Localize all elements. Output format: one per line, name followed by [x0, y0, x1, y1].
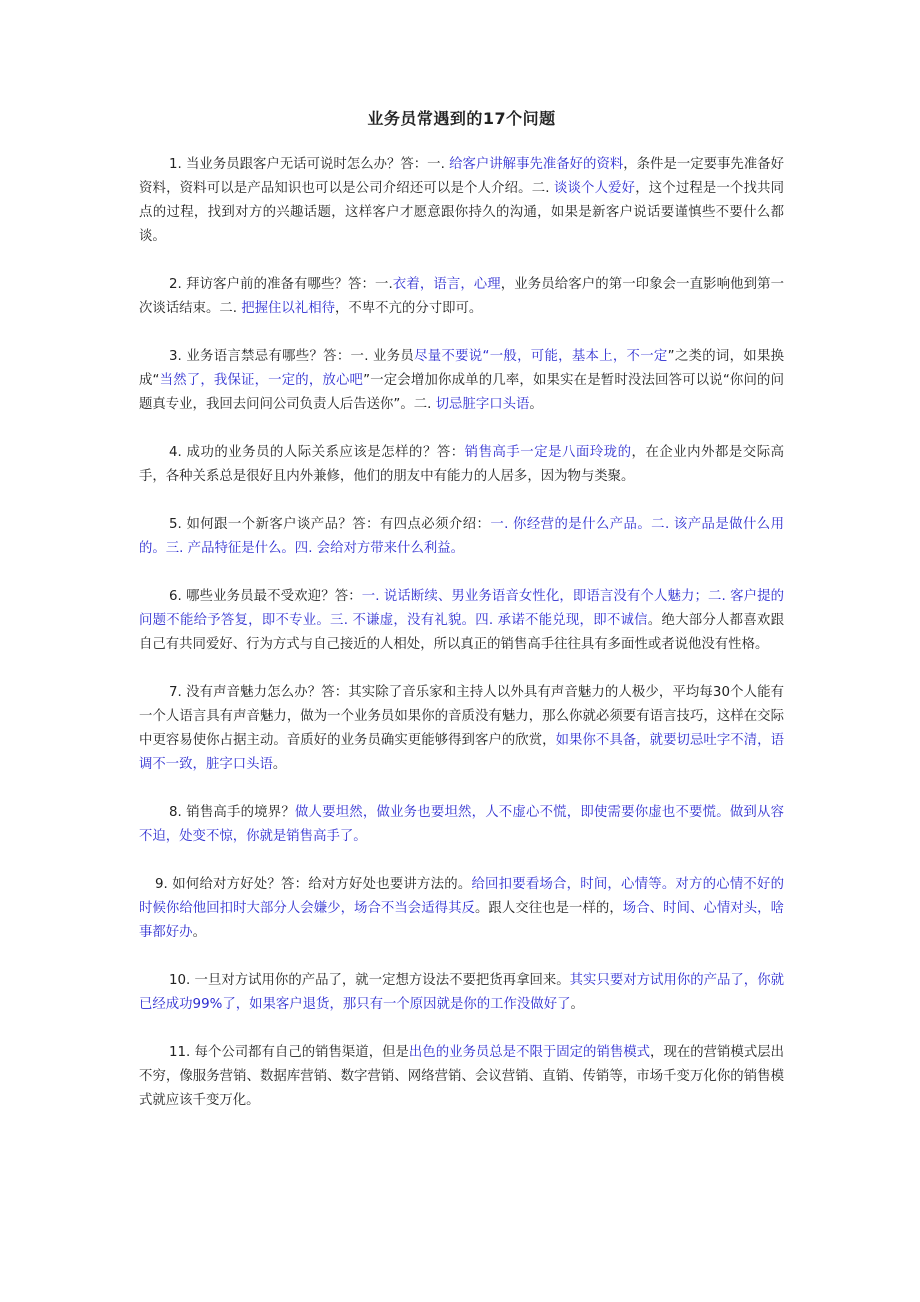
highlight-run: 把握住以礼相待 [241, 301, 335, 316]
qa-item-10 [139, 969, 784, 1017]
highlight-run: 谈谈个人爱好 [553, 181, 636, 196]
document-page [139, 108, 784, 1137]
text-run: 4. 成功的业务员的人际关系应该是怎样的？答： [169, 445, 465, 460]
qa-item-1 [139, 153, 784, 249]
qa-item-3 [139, 345, 784, 417]
text-run: 。跟人交往也是一样的， [474, 901, 623, 916]
text-run: ”一定会增加你成单的几率，如果实在是暂时没法回答可以说“你问的问题真专业，我回去问问公司负责人后告送你”。二. [139, 373, 785, 412]
text-run: 。 [272, 757, 287, 772]
highlight-run: 一. 你经营的是什么产品。二. 该产品是做什么用的。三. 产品特征是什么。四. 会给对方带来什么利益。 [139, 517, 784, 556]
text-run: 10. 一旦对方试用你的产品了，就一定想方设法不要把货再拿回来。 [169, 973, 570, 988]
highlight-run: 其实只要对方试用你的产品了，你就已经成功99%了，如果客户退货，那只有一个原因就是你的工作没做好了 [139, 973, 784, 1012]
text-run: ，在企业内外都是交际高手，各种关系总是很好且内外兼修，他们的朋友中有能力的人居多，因为物与类聚。 [139, 445, 784, 484]
highlight-run: 做人要坦然，做业务也要坦然，人不虚心不慌，即使需要你虚也不要慌。做到从容不迫，处变不惊，你就是销售高手了。 [139, 805, 784, 844]
highlight-run: 给回扣要看场合，时间，心情等。对方的心情不好的时候你给他回扣时大部分人会嫌少，场合不当会适得其反 [139, 877, 785, 916]
highlight-run: 场合、时间、心情对头，啥事都好办 [139, 901, 785, 940]
text-run: ，业务员给客户的第一印象会一直影响他到第一次谈话结束。二. [139, 277, 785, 316]
qa-item-5 [139, 513, 784, 561]
text-run: 1. 当业务员跟客户无话可说时怎么办？答：一. [169, 157, 450, 172]
highlight-run: 一. 说话断续、男业务语音女性化，即语言没有个人魅力；二. 客户提的问题不能给予答复，即不专业。三. 不谦虚，没有礼貌。四. 承诺不能兑现，即不诚信 [139, 589, 784, 628]
text-run: 。 [570, 997, 584, 1012]
highlight-run: 尽量不要说“一般，可能，基本上，不一定 [414, 349, 668, 364]
highlight-run: 如果你不具备，就要切忌吐字不清，语调不一致，脏字口头语 [139, 733, 784, 772]
text-run: 5. 如何跟一个新客户谈产品？答：有四点必须介绍： [169, 517, 491, 532]
text-run: ，不卑不亢的分寸即可。 [334, 301, 483, 316]
highlight-run: 当然了，我保证，一定的，放心吧 [159, 373, 364, 388]
text-run: ”之类的词，如果换成“ [139, 349, 785, 388]
highlight-run: 切忌脏字口头语 [435, 397, 530, 412]
text-run: 。 [529, 397, 543, 412]
highlight-run: 出色的业务员总是不限于固定的销售模式 [408, 1045, 651, 1060]
text-run: 2. 拜访客户前的准备有哪些？答：一. [169, 277, 393, 292]
qa-item-6 [139, 585, 784, 657]
text-run: 。 [192, 925, 206, 940]
document-title: 业务员常遇到的17个问题 [367, 109, 556, 128]
text-run: 。绝大部分人都喜欢跟自己有共同爱好、行为方式与自己接近的人相处，所以真正的销售高手往往具有多面性或者说他没有性格。 [139, 613, 785, 652]
highlight-run: 给客户讲解事先准备好的资料 [449, 157, 624, 172]
text-run: ，条件是一定要事先准备好资料，资料可以是产品知识也可以是公司介绍还可以是个人介绍。二. [139, 157, 785, 196]
qa-item-9 [139, 873, 784, 945]
highlight-run: 衣着，语言，心理 [392, 277, 501, 292]
qa-item-7 [139, 681, 784, 777]
text-run: 8. 销售高手的境界？ [169, 805, 295, 820]
qa-item-4 [139, 441, 784, 489]
text-run: ，这个过程是一个找共同点的过程，找到对方的兴趣话题，这样客户才愿意跟你持久的沟通，如果是新客户说话要谨慎些不要什么都谈。 [139, 181, 785, 244]
text-run: ，现在的营销模式层出不穷，像服务营销、数据库营销、数字营销、网络营销、会议营销、直销、传销等，市场千变万化你的销售模式就应该千变万化。 [139, 1045, 785, 1108]
text-run: 7. 没有声音魅力怎么办？答：其实除了音乐家和主持人以外具有声音魅力的人极少，平均每30个人能有一个人语言具有声音魅力，做为一个业务员如果你的音质没有魅力，那么你就必须要有语言技巧，这样在交际中更容易使你占据主动。音质好的业务员确实更能够得到客户的欣赏， [139, 685, 784, 748]
qa-item-11 [139, 1041, 784, 1113]
qa-item-2 [139, 273, 784, 321]
text-run: 3. 业务语言禁忌有哪些？答：一. 业务员 [169, 349, 415, 364]
highlight-run: 销售高手一定是八面玲珑的 [464, 445, 632, 460]
text-run: 11. 每个公司都有自己的销售渠道，但是 [169, 1045, 409, 1060]
text-run: 6. 哪些业务员最不受欢迎？答： [169, 589, 362, 604]
text-run: 9. 如何给对方好处？答：给对方好处也要讲方法的。 [155, 877, 472, 892]
qa-item-8 [139, 801, 784, 849]
